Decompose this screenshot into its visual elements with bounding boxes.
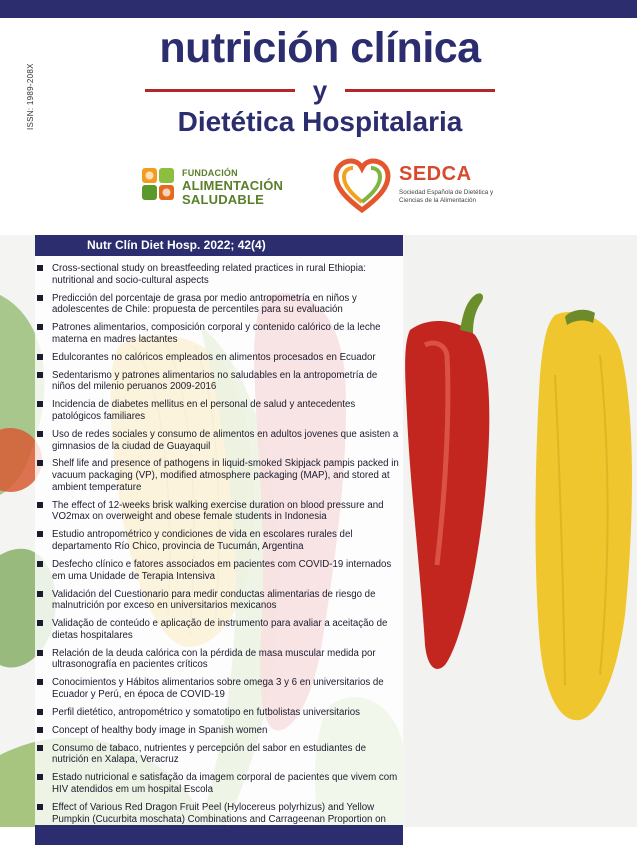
toc-item-title: Estudio antropométrico y condiciones de vida en escolares rurales del departamento Río Chico, provincia de Tucumán, Argentina bbox=[52, 529, 353, 553]
toc-item-title: Cross-sectional study on breastfeeding related practices in rural Ethiopia: nutritional and socio-cultural aspects bbox=[52, 263, 366, 286]
toc-item-title: Conocimientos y Hábitos alimentarios sobre omega 3 y 6 en universitarios de Ecuador y Perú, en época de COVID-19 bbox=[52, 677, 384, 701]
toc-item[interactable] bbox=[36, 458, 400, 493]
title-rule-left bbox=[145, 89, 295, 92]
bullet-icon bbox=[37, 650, 43, 656]
toc-item[interactable] bbox=[36, 399, 400, 422]
fundacion-logo-icon bbox=[140, 166, 176, 202]
bullet-icon bbox=[37, 804, 43, 810]
bullet-icon bbox=[37, 354, 43, 360]
toc-item[interactable] bbox=[36, 743, 400, 766]
bullet-icon bbox=[37, 431, 43, 437]
toc-item[interactable] bbox=[36, 293, 400, 316]
toc-item-title: Desfecho clínico e fatores associados em pacientes com COVID-19 internados em uma Unidade de Terapia Intensiva bbox=[52, 558, 392, 582]
journal-title-line1: nutrición clínica bbox=[159, 24, 481, 72]
toc-item-title: Perfil dietético, antropométrico y somatotipo en futbolistas universitarios bbox=[52, 706, 360, 718]
toc-item-title: The effect of 12-weeks brisk walking exercise duration on blood pressure and VO2max on overweight and obese female students in Indonesia bbox=[52, 499, 384, 523]
toc-item-title: Validação de conteúdo e aplicação de instrumento para avaliar a aceitação de dietas hospitalares bbox=[52, 618, 388, 641]
toc-item-title: Predicción del porcentaje de grasa por medio antropometría en niños y adolescentes de Chile: propuesta de percentiles para su evaluación bbox=[52, 292, 357, 316]
toc-item[interactable] bbox=[36, 725, 400, 737]
bullet-icon bbox=[37, 372, 43, 378]
bullet-icon bbox=[37, 401, 43, 407]
bullet-icon bbox=[37, 531, 43, 537]
toc-item[interactable] bbox=[36, 429, 400, 452]
toc-item[interactable] bbox=[36, 677, 400, 700]
bullet-icon bbox=[37, 774, 43, 780]
right-photo-panel bbox=[405, 235, 637, 827]
toc-item[interactable] bbox=[36, 322, 400, 345]
toc-item[interactable] bbox=[36, 352, 400, 364]
bullet-icon bbox=[37, 324, 43, 330]
journal-title-conjunction: y bbox=[312, 75, 328, 105]
bullet-icon bbox=[37, 265, 43, 271]
sedca-subtitle: Sociedad Española de Dietética y Ciencias de la Alimentación bbox=[399, 189, 494, 204]
toc-item-title: Uso de redes sociales y consumo de alimentos en adultos jovenes que asisten a gimnasios de la ciudad de Guayaquil bbox=[52, 428, 399, 452]
toc-item[interactable] bbox=[36, 707, 400, 719]
sedca-logo bbox=[333, 158, 503, 214]
panel-bottom-bar bbox=[35, 825, 403, 845]
toc-item-title: Estado nutricional e satisfação da imagem corporal de pacientes que vivem com HIV atendidos em um hospital Escola bbox=[52, 772, 398, 795]
toc-item-title: Validación del Cuestionario para medir conductas alimentarias de riesgo de malnutrición por exceso en universitarios mexicanos bbox=[52, 588, 376, 612]
toc-item[interactable] bbox=[36, 618, 400, 641]
bullet-icon bbox=[37, 679, 43, 685]
bullet-icon bbox=[37, 460, 43, 466]
issn-label: ISSN: 1989-208X bbox=[26, 63, 35, 130]
toc-item-title: Patrones alimentarios, composición corporal y contenido calórico de la leche materna en madres lactantes bbox=[52, 322, 381, 345]
sedca-heart-icon bbox=[333, 158, 391, 214]
top-banner bbox=[0, 0, 637, 18]
toc-item[interactable] bbox=[36, 370, 400, 393]
bullet-icon bbox=[37, 295, 43, 301]
bullet-icon bbox=[37, 709, 43, 715]
toc-item[interactable] bbox=[36, 772, 400, 795]
toc-item-title: Effect of Various Red Dragon Fruit Peel (Hylocereus polyrhizus) and Yellow Pumpkin (Cucurbita moschata) Combinations and Carrageenan Proportion on bbox=[52, 801, 386, 825]
toc-item-title: Concept of healthy body image in Spanish women bbox=[52, 724, 268, 736]
toc-item-title: Relación de la deuda calórica con la pérdida de masa muscular medida por ultrasonografía en pacientes críticos bbox=[52, 647, 376, 671]
bullet-icon bbox=[37, 727, 43, 733]
toc-item[interactable] bbox=[36, 263, 400, 286]
issue-citation: Nutr Clín Diet Hosp. 2022; 42(4) bbox=[35, 235, 403, 256]
bullet-icon bbox=[37, 620, 43, 626]
bullet-icon bbox=[37, 561, 43, 567]
table-of-contents bbox=[36, 263, 400, 843]
toc-item-title: Consumo de tabaco, nutrientes y percepción del sabor en estudiantes de nutrición en Xalapa, Veracruz bbox=[52, 742, 366, 766]
bullet-icon bbox=[37, 591, 43, 597]
toc-item[interactable] bbox=[36, 529, 400, 552]
toc-item-title: Edulcorantes no calóricos empleados en alimentos procesados en Ecuador bbox=[52, 351, 376, 363]
bullet-icon bbox=[37, 502, 43, 508]
toc-item[interactable] bbox=[36, 559, 400, 582]
fundacion-logo bbox=[140, 162, 284, 210]
journal-title-line2: Dietética Hospitalaria bbox=[177, 106, 463, 137]
toc-item-title: Shelf life and presence of pathogens in liquid-smoked Skipjack pampis packed in vacuum packaging (VP), modified atmosphere packaging (MAP), and stored at ambient temperature bbox=[52, 458, 399, 493]
toc-item-title: Incidencia de diabetes mellitus en el personal de salud y antecedentes patológicos familiares bbox=[52, 399, 356, 422]
toc-item-title: Sedentarismo y patrones alimentarios no saludables en la antropometría de niños del milenio peruanos 2009-2016 bbox=[52, 369, 378, 393]
fundacion-line1: ALIMENTACIÓN bbox=[182, 178, 284, 193]
toc-item[interactable] bbox=[36, 648, 400, 671]
toc-item[interactable] bbox=[36, 500, 400, 523]
toc-item[interactable] bbox=[36, 589, 400, 612]
title-rule-right bbox=[345, 89, 495, 92]
pepper-and-zucchini bbox=[405, 235, 637, 827]
sedca-name: SEDCA bbox=[399, 163, 472, 185]
bullet-icon bbox=[37, 745, 43, 751]
fundacion-line2: SALUDABLE bbox=[182, 192, 264, 207]
fundacion-small-label: FUNDACIÓN bbox=[182, 168, 238, 178]
